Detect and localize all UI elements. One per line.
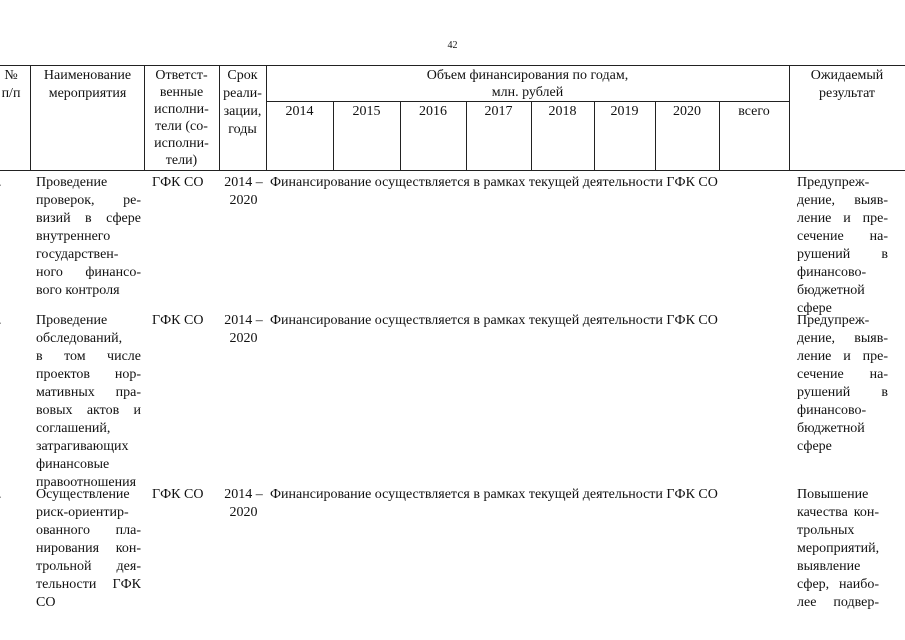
year-header-border bbox=[266, 101, 789, 102]
header-result: Ожидаемый результат bbox=[810, 68, 884, 101]
row-responsible: ГФК СО bbox=[152, 487, 204, 502]
row-num bbox=[0, 486, 2, 504]
row-term: 2014 – 2020 bbox=[224, 175, 263, 208]
page-number: 42 bbox=[447, 40, 458, 51]
table-top-border bbox=[0, 65, 905, 66]
header-responsible: Ответст- венные исполни- тели (со- исполни- тели) bbox=[154, 68, 209, 168]
row-responsible: ГФК СО bbox=[152, 313, 204, 328]
row-name: Проведение проверок, ре- визий в сфере внутреннего государствен- ного финансо- вого контроля bbox=[36, 175, 141, 298]
row-term: 2014 – 2020 bbox=[224, 487, 263, 520]
header-year-2015: 2015 bbox=[352, 104, 381, 119]
row-term: 2014 – 2020 bbox=[224, 313, 263, 346]
header-year-2019: 2019 bbox=[610, 104, 639, 119]
row-num bbox=[0, 174, 2, 192]
header-year-2018: 2018 bbox=[548, 104, 577, 119]
header-bottom-border bbox=[0, 170, 905, 171]
header-num: № п/п bbox=[1, 68, 21, 101]
header-year-2017: 2017 bbox=[484, 104, 513, 119]
row-num bbox=[0, 312, 2, 330]
header-term: Срок реали- зации, годы bbox=[223, 68, 262, 137]
row-result: Предупреж- дение, выяв- ление и пре- сечение на- рушений в финансово- бюджетной сфере bbox=[797, 175, 888, 316]
row-funding: Финансирование осуществляется в рамках текущей деятельности ГФК СО bbox=[270, 487, 718, 502]
row-funding: Финансирование осуществляется в рамках текущей деятельности ГФК СО bbox=[270, 313, 718, 328]
header-year-2020: 2020 bbox=[673, 104, 701, 119]
header-year-2016: 2016 bbox=[419, 104, 447, 119]
row-name: Осуществление риск-ориентир- ованного пла- нирования кон- трольной дея- тельности ГФК СО bbox=[36, 487, 141, 610]
row-result: Повышение качества кон- трольных мероприятий, выявление сфер, наибо- лее подвер- bbox=[797, 487, 880, 610]
row-responsible: ГФК СО bbox=[152, 175, 204, 190]
row-name: Проведение обследований, в том числе проектов нор- мативных пра- вовых актов и соглашений, затрагивающих финансовые правоотношения bbox=[36, 313, 141, 490]
row-funding: Финансирование осуществляется в рамках текущей деятельности ГФК СО bbox=[270, 175, 718, 190]
header-name: Наименование мероприятия bbox=[43, 68, 132, 101]
header-funding: Объем финансирования по годам, млн. рублей bbox=[426, 68, 629, 100]
row-result: Предупреж- дение, выяв- ление и пре- сечение на- рушений в финансово- бюджетной сфере bbox=[797, 313, 888, 454]
header-total: всего bbox=[738, 104, 770, 119]
header-year-2014: 2014 bbox=[285, 104, 314, 119]
